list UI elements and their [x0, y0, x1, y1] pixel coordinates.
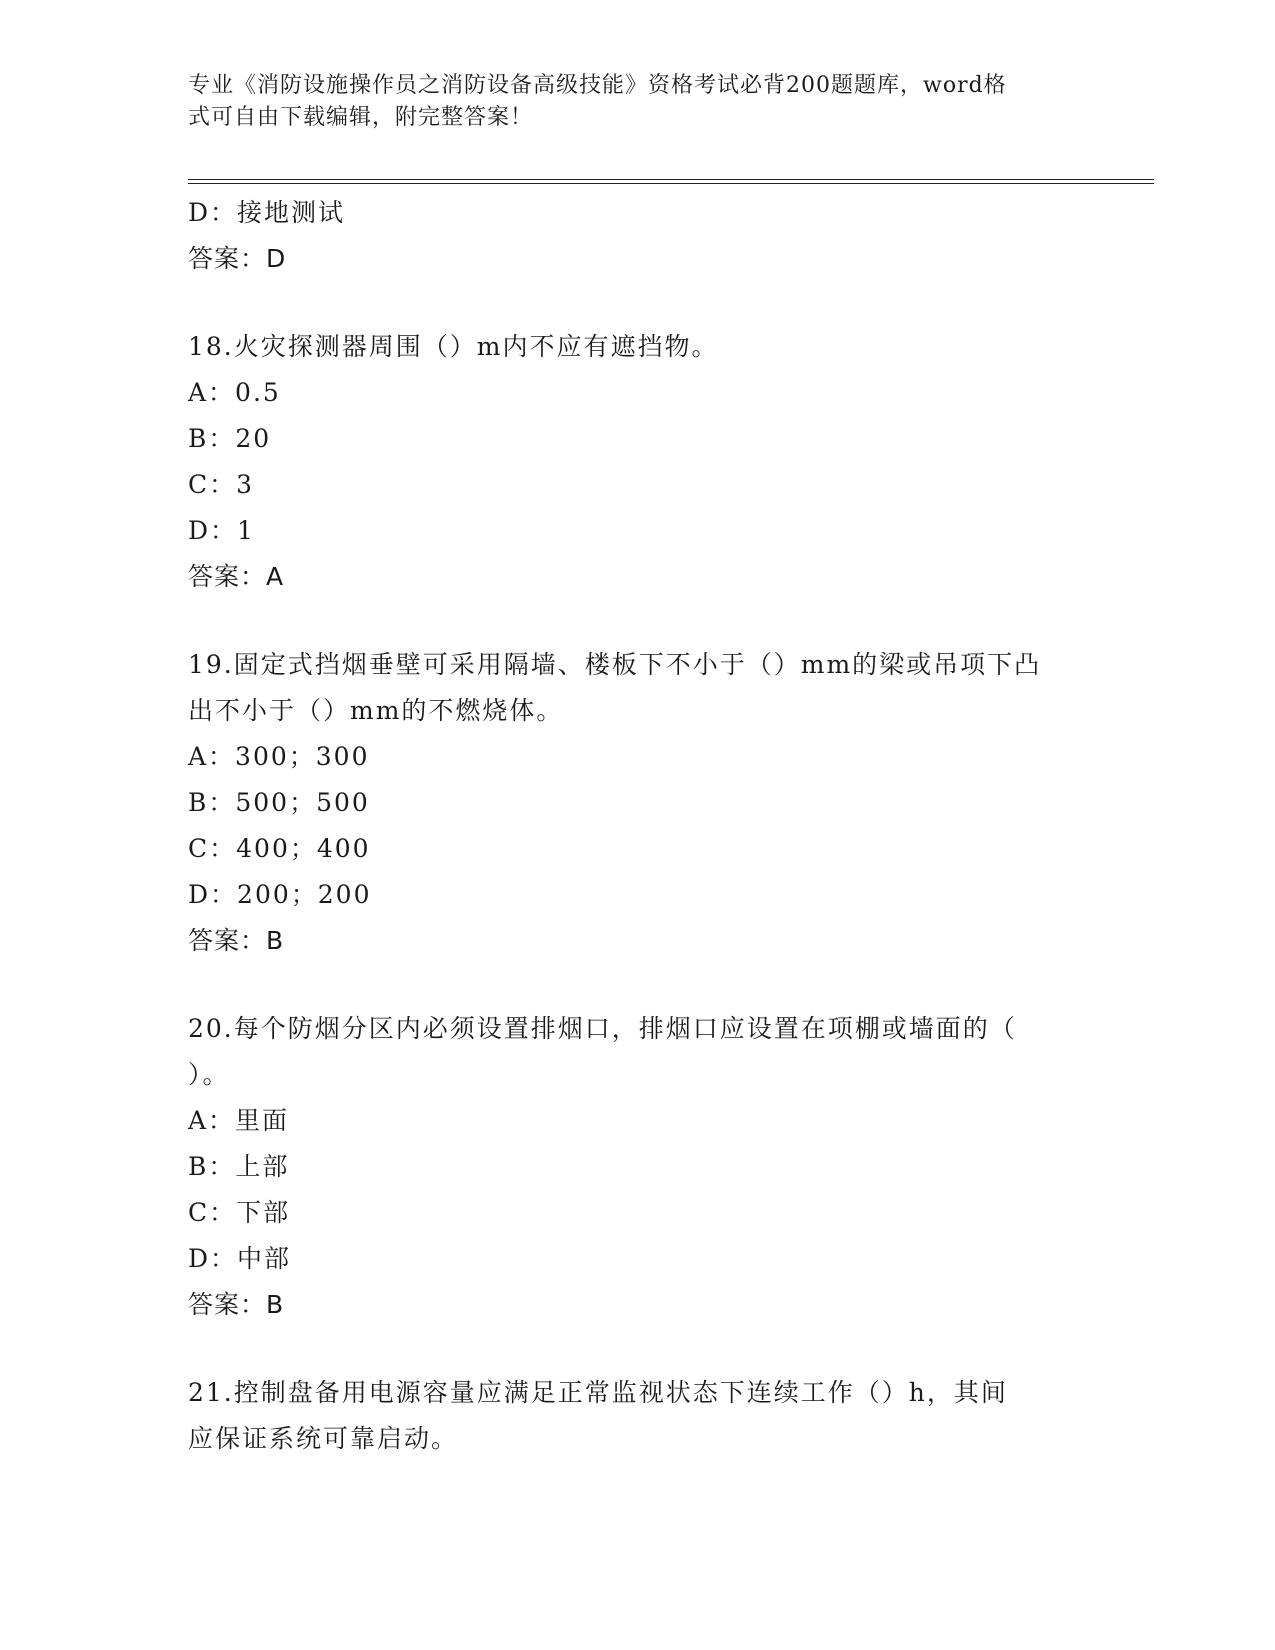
- document-header: [188, 70, 1068, 134]
- answer-line: 答案：B: [188, 1290, 285, 1319]
- answer-line: 答案：D: [188, 244, 287, 273]
- option-a: A：300；300: [188, 742, 370, 771]
- spacer: [188, 282, 1088, 324]
- question-stem-line-2: 应保证系统可靠启动。: [188, 1424, 459, 1453]
- option-b: B：上部: [188, 1152, 290, 1181]
- question-18: [188, 324, 1088, 600]
- option-d: D：1: [188, 516, 255, 545]
- spacer: [188, 1328, 1088, 1370]
- answer-line: 答案：B: [188, 926, 285, 955]
- option-c: C：下部: [188, 1198, 291, 1227]
- question-list: [188, 190, 1088, 1462]
- option-c: C：3: [188, 470, 255, 499]
- option-a: A：0.5: [188, 378, 281, 407]
- question-stem-line-2: ）。: [188, 1060, 230, 1089]
- option-d: D：接地测试: [188, 198, 346, 227]
- header-line-1: 专业《消防设施操作员之消防设备高级技能》资格考试必背200题题库，word格: [188, 73, 1007, 98]
- option-c: C：400；400: [188, 834, 371, 863]
- option-b: B：500；500: [188, 788, 370, 817]
- question-stem-line-1: 19.固定式挡烟垂壁可采用隔墙、楼板下不小于（）mm的梁或吊项下凸: [188, 650, 1042, 679]
- question-20: [188, 1006, 1088, 1328]
- spacer: [188, 600, 1088, 642]
- header-line-2: 式可自由下载编辑，附完整答案！: [188, 105, 534, 130]
- question-stem-line-2: 出不小于（）mm的不燃烧体。: [188, 696, 564, 725]
- question-21: [188, 1370, 1088, 1462]
- question-stem-line-1: 21.控制盘备用电源容量应满足正常监视状态下连续工作（）h，其间: [188, 1378, 1008, 1407]
- question-stem-line-1: 20.每个防烟分区内必须设置排烟口，排烟口应设置在项棚或墙面的（: [188, 1014, 1017, 1043]
- question-19: [188, 642, 1088, 964]
- question-stem: 18.火灾探测器周围（）m内不应有遮挡物。: [188, 332, 719, 361]
- header-divider-bottom: [188, 183, 1154, 184]
- option-d: D：200；200: [188, 880, 372, 909]
- option-a: A：里面: [188, 1106, 290, 1135]
- option-d: D：中部: [188, 1244, 292, 1273]
- header-divider-top: [188, 179, 1154, 180]
- spacer: [188, 964, 1088, 1006]
- option-b: B：20: [188, 424, 272, 453]
- answer-line: 答案：A: [188, 562, 285, 591]
